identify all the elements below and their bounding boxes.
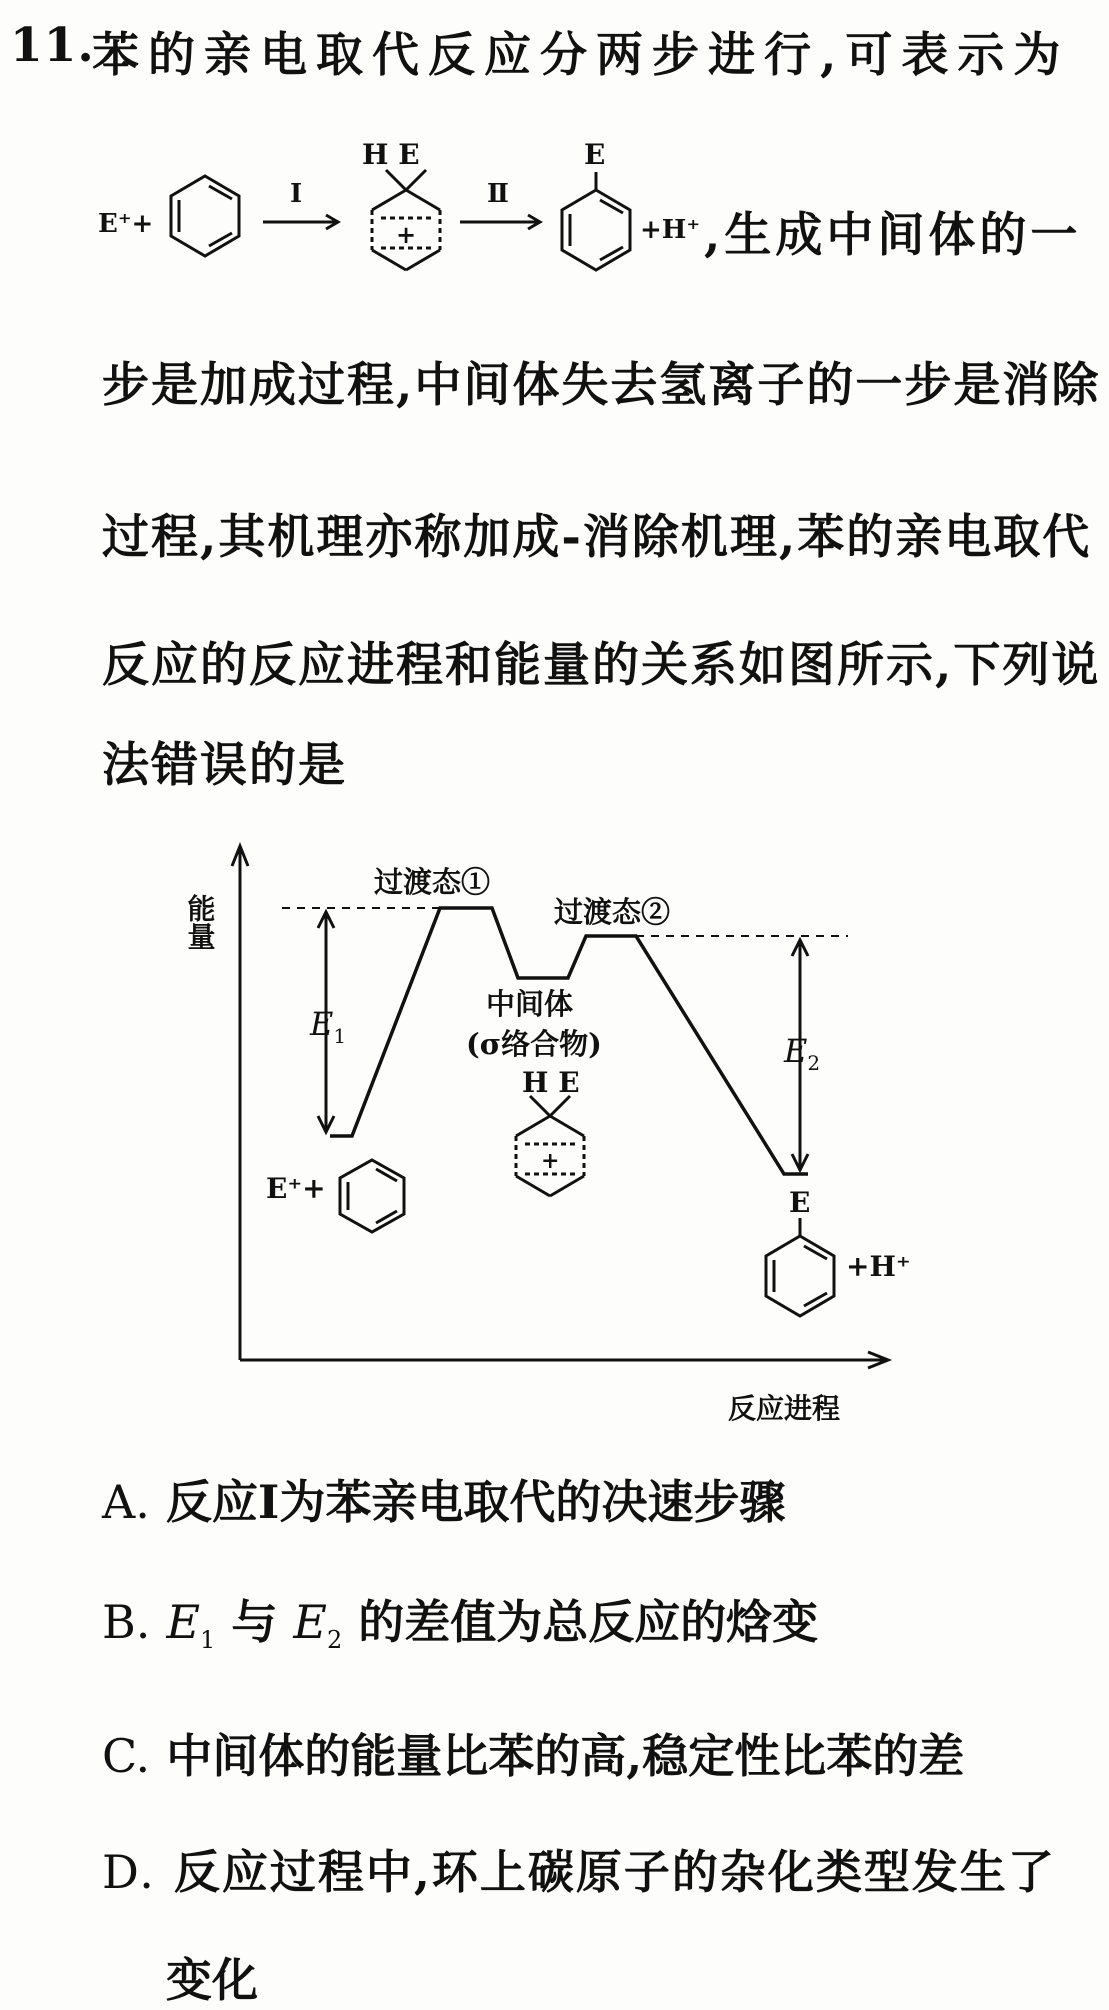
question-line-1: 苯的亲电取代反应分两步进行,可表示为 <box>92 28 1070 83</box>
diagram-reactant-label: E⁺+ <box>266 1172 326 1205</box>
option-d[interactable] <box>102 1836 1056 1902</box>
benzene-ring-icon <box>171 176 239 256</box>
intermediate-sub-label: H E <box>522 1066 580 1099</box>
scheme-reactant: E⁺+ <box>98 209 154 239</box>
option-a[interactable] <box>102 1466 785 1532</box>
sigma-complex-icon <box>516 1096 584 1196</box>
plus-charge-label: + <box>541 1148 560 1174</box>
x-axis-label: 反应进程 <box>728 1392 841 1425</box>
ts1-label: 过渡态① <box>374 865 491 899</box>
option-d-letter: D. <box>102 1845 156 1899</box>
energy-profile-diagram <box>0 830 1109 1440</box>
option-b[interactable] <box>102 1586 818 1654</box>
question-line-2: ,生成中间体的一 <box>704 208 1082 263</box>
question-line-3: 步是加成过程,中间体失去氢离子的一步是消除 <box>102 358 1101 413</box>
substituted-benzene-icon <box>766 1218 834 1316</box>
question-number: 11. <box>10 18 95 73</box>
intermediate-label: 中间体 <box>486 987 574 1021</box>
option-c-text: 中间体的能量比苯的高,稳定性比苯的差 <box>166 1729 965 1783</box>
option-c-letter: C. <box>102 1729 151 1783</box>
question-line-5: 反应的反应进程和能量的关系如图所示,下列说 <box>102 638 1101 693</box>
sigma-complex-label: (σ络合物) <box>466 1027 602 1061</box>
option-a-text: 反应Ⅰ为苯亲电取代的决速步骤 <box>165 1475 786 1529</box>
option-d-continuation: 变化 <box>166 1953 258 2007</box>
benzene-ring-icon <box>340 1160 404 1232</box>
option-b-letter: B. <box>102 1595 151 1649</box>
option-b-e2: E <box>293 1595 327 1649</box>
option-c[interactable] <box>102 1720 964 1786</box>
e2-label: $E_2$ <box>784 1032 821 1075</box>
option-b-e2-sub: 2 <box>326 1626 343 1655</box>
substituted-benzene-icon <box>562 172 630 270</box>
plus-charge-label: + <box>396 220 417 249</box>
option-b-e1-sub: 1 <box>200 1626 216 1655</box>
option-d-text: 反应过程中,环上碳原子的杂化类型发生了 <box>173 1845 1056 1899</box>
e1-label: $E_1$ <box>310 1005 347 1048</box>
scheme-product-sub: E <box>584 138 606 171</box>
question-line-4: 过程,其机理亦称加成-消除机理,苯的亲电取代 <box>102 510 1092 565</box>
scheme-intermediate-label: H E <box>362 138 420 171</box>
option-b-text: 的差值为总反应的焓变 <box>342 1595 819 1649</box>
ts2-label: 过渡态② <box>554 895 671 929</box>
option-b-mid: 与 <box>215 1595 294 1649</box>
option-b-e1: E <box>166 1595 201 1649</box>
scheme-product-tail: +H⁺ <box>640 215 701 245</box>
arrow-2-label: Ⅱ <box>487 179 509 209</box>
option-a-letter: A. <box>102 1475 150 1529</box>
question-line-6: 法错误的是 <box>102 738 347 793</box>
diagram-product-sub: E <box>789 1186 811 1219</box>
arrow-right-icon <box>460 215 540 229</box>
diagram-product-tail: +H⁺ <box>846 1250 911 1283</box>
arrow-1-label: Ⅰ <box>290 179 303 209</box>
arrow-right-icon <box>263 215 338 229</box>
y-axis-label: 能量 <box>183 894 217 950</box>
